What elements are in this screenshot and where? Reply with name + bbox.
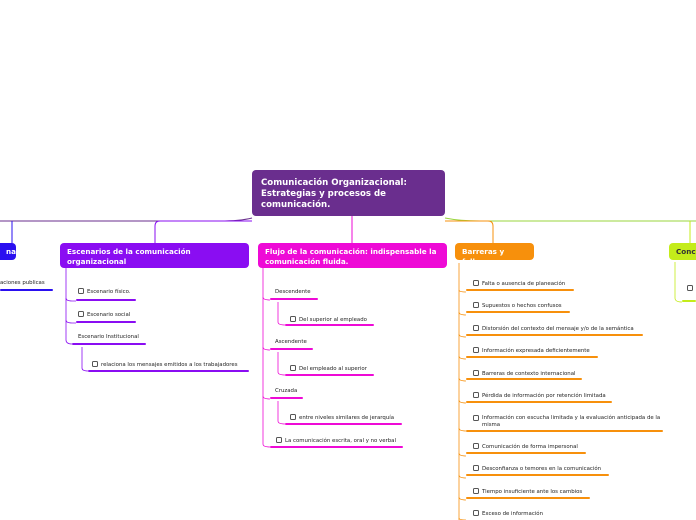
leaf-ascendente[interactable] <box>275 339 307 346</box>
checkbox[interactable] <box>687 285 693 291</box>
branch-escenarios[interactable] <box>60 243 249 268</box>
checkbox[interactable] <box>290 365 296 371</box>
leaf-text: Ascendente <box>275 339 307 345</box>
leaf-text: Descendente <box>275 289 311 295</box>
checkbox[interactable] <box>290 414 296 420</box>
branch-left-partial-label: na <box>6 247 16 256</box>
branch-flujo-label: Flujo de la comunicación: indispensable la comunicación fluida. <box>265 247 437 266</box>
drop-escenarios <box>155 221 252 243</box>
checkbox[interactable] <box>92 361 98 367</box>
checkbox[interactable] <box>473 370 479 376</box>
leaf-text: Tiempo insuficiente ante los cambios <box>482 489 583 495</box>
leaf-text: Barreras de contexto internacional <box>482 371 576 377</box>
checkbox[interactable] <box>473 443 479 449</box>
leaf-barrera-8[interactable] <box>473 443 578 451</box>
leaf-comunicacion-escrita[interactable] <box>276 437 396 445</box>
leaf-barrera-10[interactable] <box>473 488 582 496</box>
leaf-text: Escenario físico. <box>87 289 131 295</box>
branch-conclusion-partial-label: Conc <box>676 247 696 256</box>
drop-barreras <box>445 221 493 243</box>
leaf-text: Desconfianza o temores en la comunicación <box>482 466 602 472</box>
leaf-del-empleado[interactable] <box>290 365 367 373</box>
checkbox[interactable] <box>290 316 296 322</box>
leaf-barrera-2[interactable] <box>473 302 562 310</box>
branch-escenarios-label: Escenarios de la comunicación organizacional <box>67 247 191 266</box>
checkbox[interactable] <box>473 488 479 494</box>
leaf-barrera-11[interactable] <box>473 510 543 518</box>
leaf-barrera-1[interactable] <box>473 280 565 288</box>
leaf-barrera-4[interactable] <box>473 347 590 355</box>
leaf-conclusion-checkbox[interactable] <box>687 285 696 293</box>
leaf-entre-niveles[interactable] <box>290 414 394 422</box>
checkbox[interactable] <box>473 510 479 516</box>
checkbox[interactable] <box>473 465 479 471</box>
leaf-cruzada[interactable] <box>275 388 297 395</box>
leaf-barrera-9[interactable] <box>473 465 601 473</box>
leaf-descendente[interactable] <box>275 289 311 296</box>
branch-conclusion-partial[interactable] <box>669 243 696 260</box>
leaf-text: Supuestos o hechos confusos <box>482 303 562 309</box>
leaf-relaciona-mensajes[interactable] <box>92 361 238 369</box>
leaf-text: aciones publicas <box>0 280 45 286</box>
checkbox[interactable] <box>276 437 282 443</box>
checkbox[interactable] <box>78 288 84 294</box>
leaf-barrera-7[interactable] <box>473 415 663 429</box>
branch-flujo[interactable] <box>258 243 447 268</box>
leaf-escenario-institucional[interactable] <box>78 334 139 341</box>
leaf-barrera-3[interactable] <box>473 325 634 333</box>
leaf-barrera-5[interactable] <box>473 370 576 378</box>
checkbox[interactable] <box>473 347 479 353</box>
leaf-text: Información con escucha limitada y la evaluación anticipada de la misma <box>482 415 661 428</box>
branch-barreras-label: Barreras y fallas <box>462 247 505 266</box>
leaf-text: entre niveles similares de jerarquía <box>299 415 395 421</box>
checkbox[interactable] <box>473 325 479 331</box>
checkbox[interactable] <box>473 392 479 398</box>
leaf-text: Escenario Institucional <box>78 334 139 340</box>
leaf-text: Cruzada <box>275 388 298 394</box>
leaf-text: Información expresada deficientemente <box>482 348 590 354</box>
leaf-text: Escenario social <box>87 312 131 318</box>
leaf-text: Pérdida de información por retención limitada <box>482 393 606 399</box>
branch-barreras[interactable] <box>455 243 534 266</box>
root-topic[interactable]: Comunicación Organizacional: Estrategias y procesos de comunicación. <box>252 170 445 216</box>
leaf-text: Comunicación de forma impersonal <box>482 444 578 450</box>
leaf-barrera-6[interactable] <box>473 392 606 400</box>
leaf-relaciones-publicas[interactable] <box>0 280 45 287</box>
leaf-text: Exceso de información <box>482 511 544 517</box>
leaf-text: Del empleado al superior <box>299 366 367 372</box>
leaf-escenario-fisico[interactable] <box>78 288 131 296</box>
leaf-escenario-social[interactable] <box>78 311 130 319</box>
checkbox[interactable] <box>473 302 479 308</box>
checkbox[interactable] <box>78 311 84 317</box>
checkbox[interactable] <box>473 280 479 286</box>
leaf-text: Del superior al empleado <box>299 317 367 323</box>
branch-left-partial[interactable] <box>0 243 16 260</box>
leaf-text: La comunicación escrita, oral y no verbal <box>285 438 396 444</box>
leaf-del-superior[interactable] <box>290 316 367 324</box>
checkbox[interactable] <box>473 415 479 421</box>
leaf-text: Distorsión del contexto del mensaje y/o de la semántica <box>482 326 634 332</box>
leaf-text: relaciona los mensajes emitidos a los trabajadores <box>101 362 238 368</box>
leaf-text: Falta o ausencia de planeación <box>482 281 566 287</box>
